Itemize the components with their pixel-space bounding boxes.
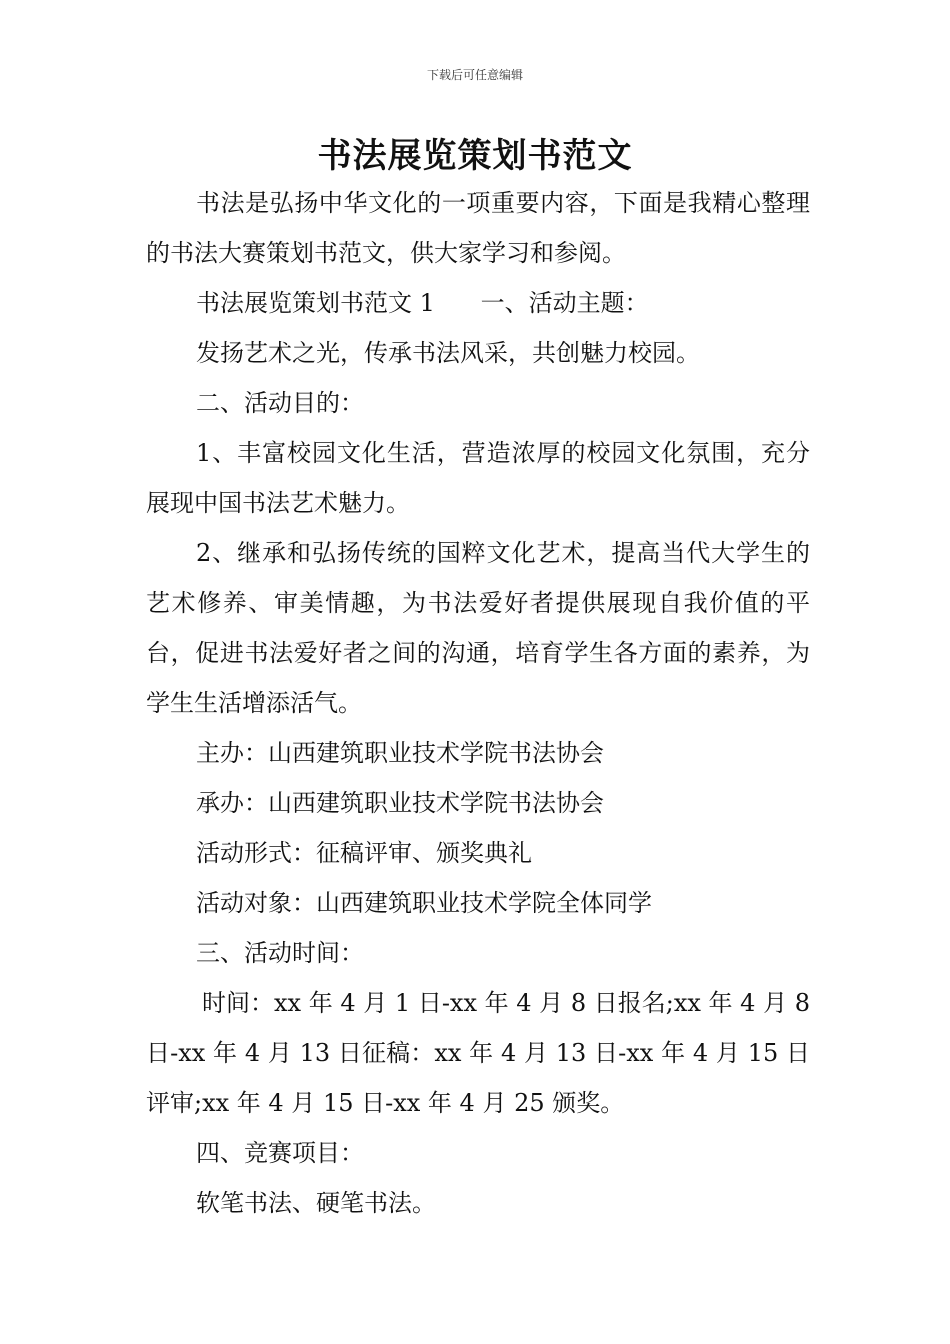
schedule-paragraph: 时间：xx 年 4 月 1 日-xx 年 4 月 8 日报名;xx 年 4 月 8 日-xx 年 4 月 13 日征稿：xx 年 4 月 13 日-xx 年 4 月 15 日评审;xx 年 4 月 15 日-xx 年 4 月 25 颁奖。 — [146, 989, 818, 1117]
activity-audience-paragraph: 活动对象：山西建筑职业技术学院全体同学 — [196, 889, 652, 917]
section-heading-time: 三、活动时间： — [196, 939, 364, 967]
page-header-note: 下载后可任意编辑 — [426, 68, 523, 82]
theme-paragraph: 发扬艺术之光，传承书法风采，共创魅力校园。 — [196, 339, 700, 367]
document-body — [146, 178, 818, 1228]
section-heading-purpose: 二、活动目的： — [196, 389, 364, 417]
events-paragraph: 软笔书法、硬笔书法。 — [196, 1189, 436, 1217]
document-title: 书法展览策划书范文 — [317, 136, 633, 176]
organizer-paragraph: 主办：山西建筑职业技术学院书法协会 — [196, 739, 604, 767]
activity-format-paragraph: 活动形式：征稿评审、颁奖典礼 — [196, 839, 532, 867]
purpose-item-2: 2、继承和弘扬传统的国粹文化艺术，提高当代大学生的艺术修养、审美情趣，为书法爱好者提供展现自我价值的平台，促进书法爱好者之间的沟通，培育学生各方面的素养，为学生生活增添活气。 — [146, 539, 810, 717]
sample-heading-paragraph: 书法展览策划书范文 1 一、活动主题： — [196, 289, 649, 317]
section-heading-events: 四、竞赛项目： — [196, 1139, 364, 1167]
intro-paragraph: 书法是弘扬中华文化的一项重要内容，下面是我精心整理的书法大赛策划书范文，供大家学习和参阅。 — [146, 189, 810, 267]
purpose-item-1: 1、丰富校园文化生活，营造浓厚的校园文化氛围，充分展现中国书法艺术魅力。 — [146, 439, 810, 517]
co-organizer-paragraph: 承办：山西建筑职业技术学院书法协会 — [196, 789, 604, 817]
